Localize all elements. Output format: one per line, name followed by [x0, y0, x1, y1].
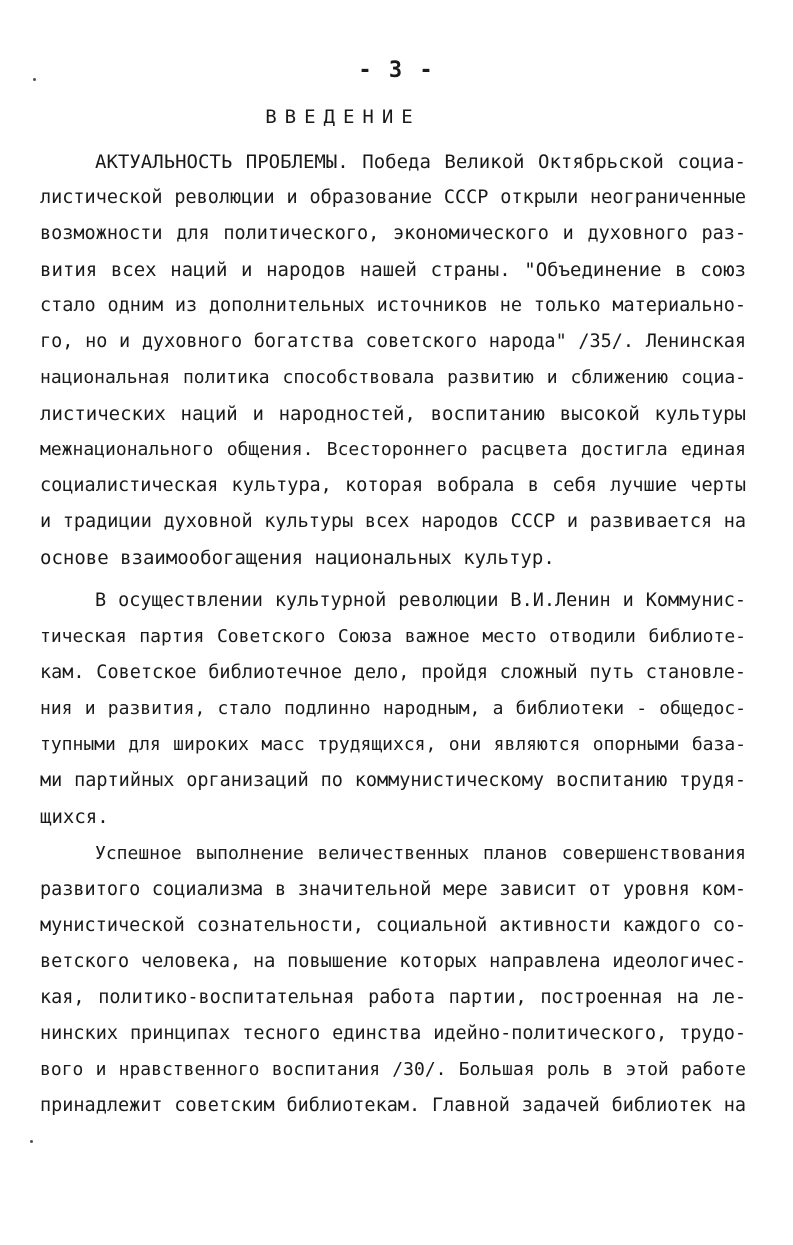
paragraph-2-line: щихся.	[40, 806, 109, 828]
scan-speck	[30, 1140, 33, 1143]
paragraph-2-line: кам. Советское библиотечное дело, пройдя сложный путь становле-	[40, 662, 746, 683]
paragraph-3-line: развитого социализма в значительной мере зависит от уровня ком-	[40, 879, 746, 900]
paragraph-1-line: основе взаимообогащения национальных культур.	[40, 547, 555, 569]
paragraph-1-line: социалистическая культура, которая вобрала в себя лучшие черты	[40, 475, 746, 496]
paragraph-1-line: стало одним из дополнительных источников не только материально-	[40, 295, 746, 316]
paragraph-1-line: АКТУАЛЬНОСТЬ ПРОБЛЕМЫ. Победа Великой Октябрьской социа-	[95, 151, 746, 173]
paragraph-2-line: В осуществлении культурной революции В.И.Ленин и Коммунис-	[95, 590, 746, 611]
paragraph-1-line: межнационального общения. Всестороннего расцвета достигла единая	[40, 439, 746, 460]
paragraph-2-line: ния и развития, стало подлинно народным, а библиотеки - общедос-	[40, 698, 746, 719]
paragraph-3-line: ветского человека, на повышение которых направлена идеологичес-	[40, 951, 746, 972]
paragraph-3-line: нинских принципах тесного единства идейно-политического, трудо-	[40, 1023, 746, 1044]
paragraph-3-line: мунистической сознательности, социальной активности каждого со-	[40, 915, 746, 936]
paragraph-3-line: принадлежит советским библиотекам. Главной задачей библиотек на	[40, 1095, 746, 1116]
paragraph-2-line: тупными для широких масс трудящихся, они являются опорными база-	[40, 734, 746, 755]
paragraph-2-line: ми партийных организаций по коммунистическому воспитанию трудя-	[40, 770, 746, 791]
paragraph-1-line: листической революции и образование СССР открыли неограниченные	[40, 187, 746, 208]
paragraph-1-line: возможности для политического, экономического и духовного раз-	[40, 223, 746, 244]
paragraph-1-line: листических наций и народностей, воспитанию высокой культуры	[40, 403, 746, 425]
paragraph-1-line: и традиции духовной культуры всех народов СССР и развивается на	[40, 511, 746, 532]
paragraph-1-line: национальная политика способствовала развитию и сближению социа-	[40, 367, 746, 388]
section-heading: ВВЕДЕНИЕ	[265, 106, 421, 128]
paragraph-1-line: го, но и духовного богатства советского народа" /35/. Ленинская	[40, 331, 746, 352]
paragraph-3-line: Успешное выполнение величественных планов совершенствования	[95, 843, 746, 864]
paragraph-2-line: тическая партия Советского Союза важное место отводили библиоте-	[40, 626, 746, 647]
paragraph-3-line: вого и нравственного воспитания /30/. Большая роль в этой работе	[40, 1059, 746, 1080]
page-number: - 3 -	[358, 58, 435, 83]
paragraph-1-line: вития всех наций и народов нашей страны. "Объединение в союз	[40, 259, 746, 281]
paragraph-3-line: кая, политико-воспитательная работа партии, построенная на ле-	[40, 987, 746, 1008]
